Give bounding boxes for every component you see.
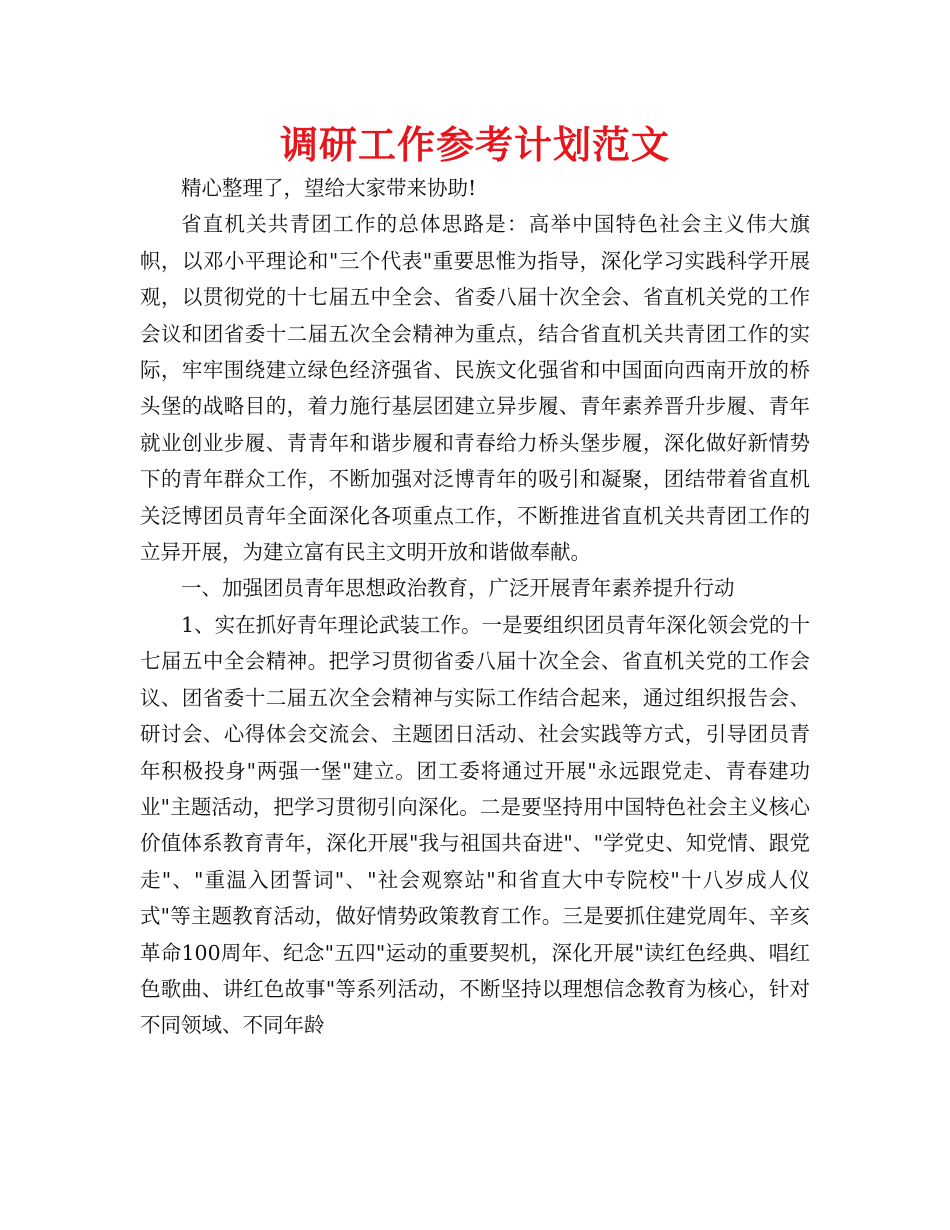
section-heading-1: 一、加强团员青年思想政治教育，广泛开展青年素养提升行动 bbox=[181, 576, 735, 601]
document-page bbox=[140, 120, 810, 1044]
document-title: 调研工作参考计划范文 bbox=[279, 123, 670, 167]
item-paragraph-1: 1、实在抓好青年理论武装工作。一是要组织团员青年深化领会党的十七届五中全会精神。把学习贯彻省委八届十次全会、省直机关党的工作会议、团省委十二届五次全会精神与实际工作结合起来，通过组织报告会、研讨会、心得体会交流会、主题团日活动、社会实践等方式，引导团员青年积极投身"两强一堡"建立。团工委将通过开展"永远跟党走、青春建功业"主题活动，把学习贯彻引向深化。二是要坚持用中国特色社会主义核心价值体系教育青年，深化开展"我与祖国共奋进"、"学党史、知党情、跟党走"、"重温入团誓词"、"社会观察站"和省直大中专院校"十八岁成人仪式"等主题教育活动，做好情势政策教育工作。三是要抓住建党周年、辛亥革命100周年、纪念"五四"运动的重要契机，深化开展"读红色经典、唱红色歌曲、讲红色故事"等系列活动，不断坚持以理想信念教育为核心，针对不同领域、不同年龄 bbox=[140, 612, 810, 1038]
overview-paragraph: 省直机关共青团工作的总体思路是：高举中国特色社会主义伟大旗帜，以邓小平理论和"三个代表"重要思惟为指导，深化学习实践科学开展观，以贯彻党的十七届五中全会、省委八届十次全会、省直机关党的工作会议和团省委十二届五次全会精神为重点，结合省直机关共青团工作的实际，牢牢围绕建立绿色经济强省、民族文化强省和中国面向西南开放的桥头堡的战略目的，着力施行基层团建立异步履、青年素养晋升步履、青年就业创业步履、青青年和谐步履和青春给力桥头堡步履，深化做好新情势下的青年群众工作，不断加强对泛博青年的吸引和凝聚，团结带着省直机关泛博团员青年全面深化各项重点工作，不断推进省直机关共青团工作的立异开展，为建立富有民主文明开放和谐做奉献。 bbox=[140, 212, 810, 565]
intro-paragraph: 精心整理了，望给大家带来协助! bbox=[181, 176, 477, 200]
